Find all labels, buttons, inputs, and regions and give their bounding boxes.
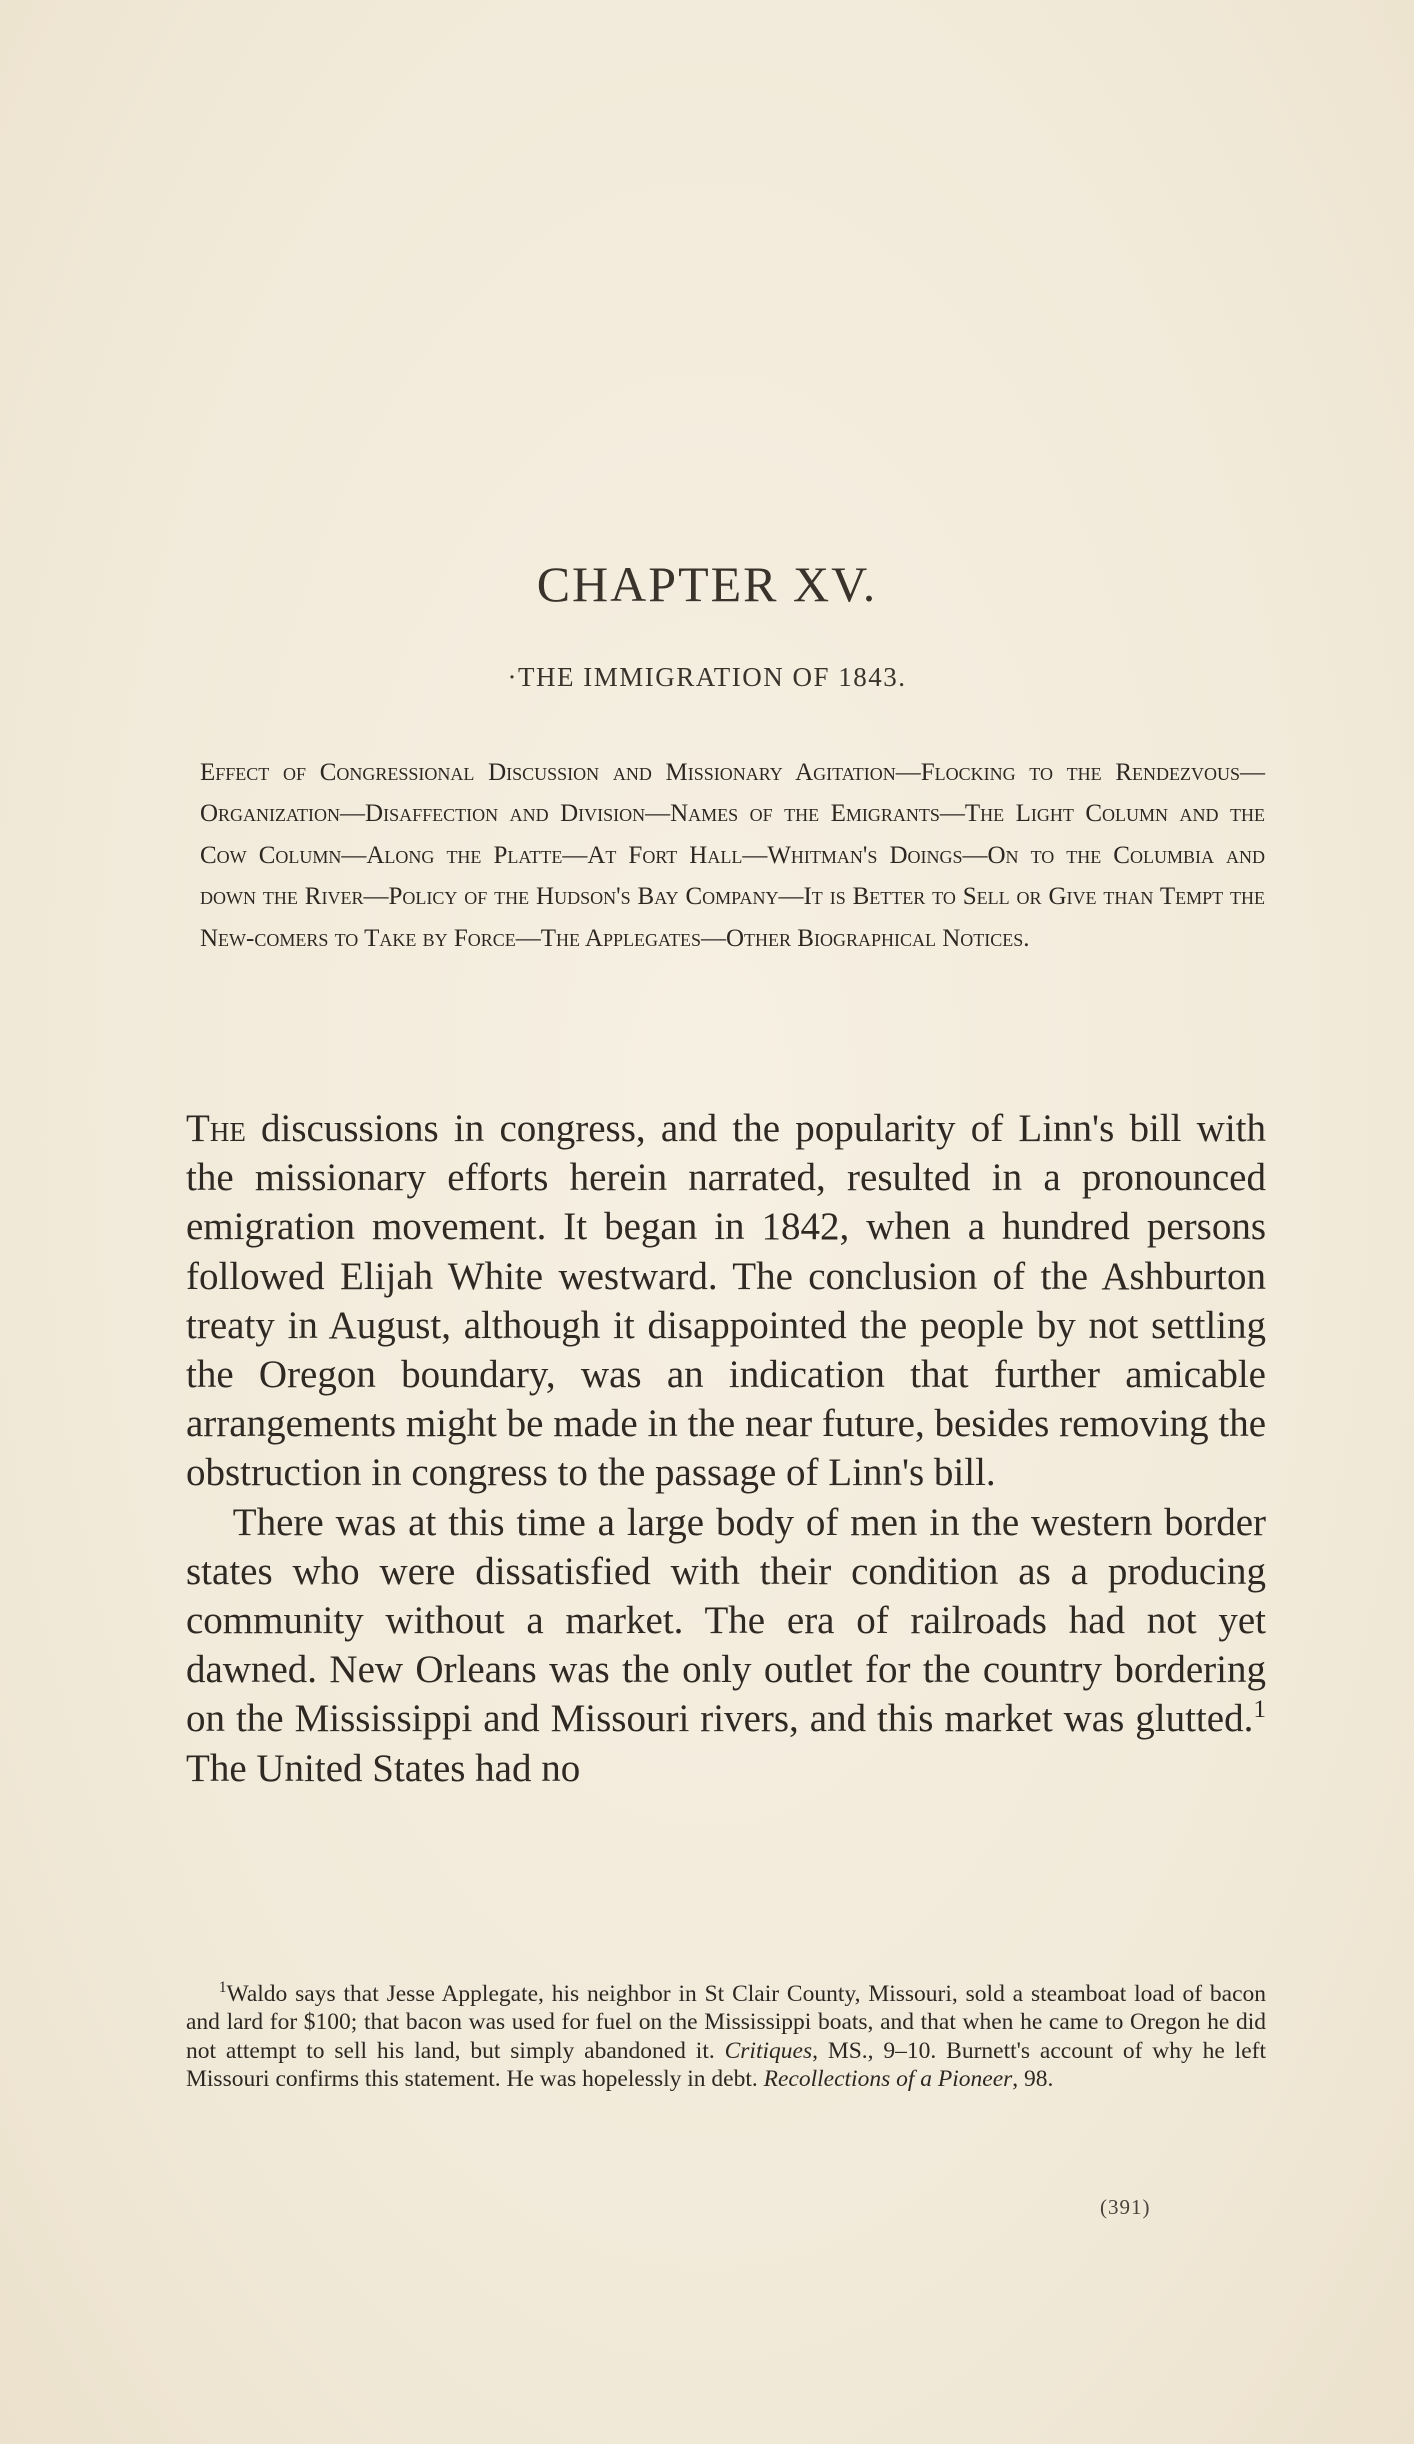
paragraph-2-continuation: The United States had no [186, 1746, 581, 1790]
footnote-text-1: Waldo says that Jesse Applegate, his neighbor in St Clair County, Missouri, sold a steamboat load of bacon and lard for $100; that bacon was used for fuel on the Mississippi boats, and that when he came to Oregon he did not attempt to sell his land, but simply abandoned it. [186, 1981, 1266, 2064]
body-text [186, 1104, 1266, 1793]
lead-word: The [186, 1107, 246, 1150]
footnote-text-3: , 98. [1012, 2066, 1054, 2093]
paragraph-2 [186, 1498, 1266, 1793]
paragraph-2-text: There was at this time a large body of men in the western border states who were dissatisfied with their condition as a producing community without a market. The era of railroads had not yet dawned. New Orleans was the only outlet for the country bordering on the Mississippi and Missouri rivers, and this market was glutted. [186, 1500, 1266, 1741]
footnote-reference: 1 [1253, 1695, 1266, 1724]
chapter-title: CHAPTER XV. [536, 556, 878, 612]
footnote-source-recollections: Recollections of a Pioneer [763, 2066, 1013, 2093]
chapter-synopsis: Effect of Congressional Discussion and Missionary Agitation—Flocking to the Rendezvous—Organization—Disaffection and Division—Names of the Emigrants—The Light Column and the Cow Column—Along the Platte—At Fort Hall—Whitman's Doings—On to the Columbia and down the River—Policy of the Hudson's Bay Company—It is Better to Sell or Give than Tempt the New-comers to Take by Force—The Applegates—Other Biographical Notices. [200, 759, 1265, 952]
paragraph-1 [186, 1104, 1266, 1498]
footnote-text-2: , MS., 9–10. Burnett's account of why he left Missouri confirms this statement. He was hopelessly in debt. [186, 2037, 1266, 2093]
paragraph-1-text: discussions in congress, and the popularity of Linn's bill with the missionary efforts herein narrated, resulted in a pronounced emigration movement. It began in 1842, when a hundred persons followed Elijah White westward. The conclusion of the Ashburton treaty in August, although it disappointed the people by not settling the Oregon boundary, was an indication that further amicable arrangements might be made in the near future, besides removing the obstruction in congress to the passage of Linn's bill. [186, 1107, 1266, 1495]
footnote-source-critiques: Critiques [724, 2037, 813, 2064]
page-number: (391) [1100, 2195, 1151, 2219]
footnote-mark: 1 [218, 1979, 227, 1997]
footnote [186, 1980, 1266, 2094]
chapter-subtitle: ·THE IMMIGRATION OF 1843. [507, 662, 907, 692]
